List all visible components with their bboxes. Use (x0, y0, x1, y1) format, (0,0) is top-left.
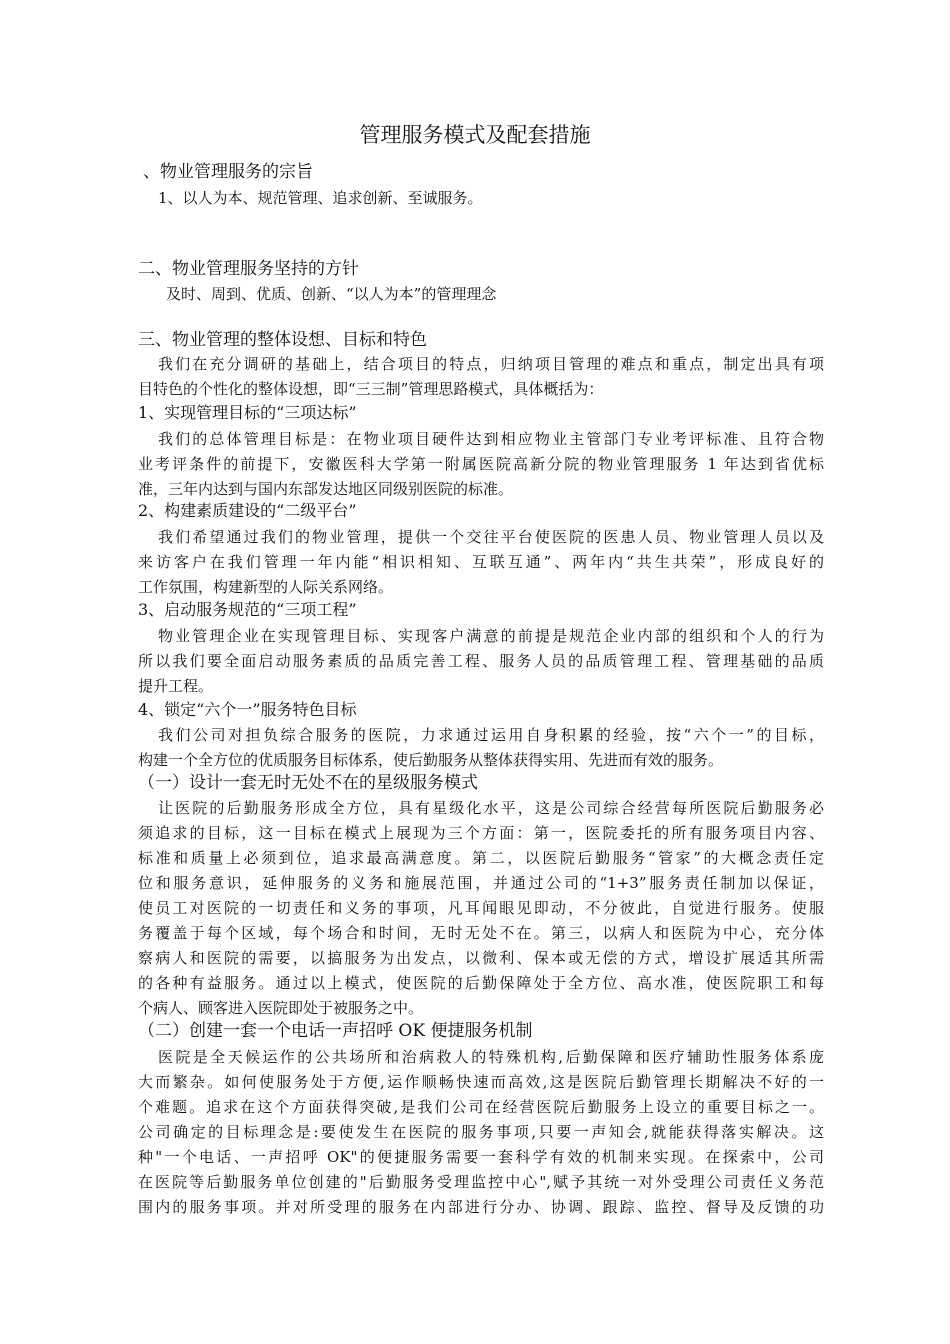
paragraph-line: 物业管理企业在实现管理目标、实现客户满意的前提是规范企业内部的组织和个人的行为 (158, 627, 824, 645)
subsection-1-heading: （一）设计一套无时无处不在的星级服务模式 (138, 773, 478, 793)
section-3-heading: 三、物业管理的整体设想、目标和特色 (138, 330, 427, 350)
paragraph-line: 构建一个全方位的优质服务目标体系，使后勤服务从整体获得实用、先进而有效的服务。 (138, 751, 724, 769)
paragraph-line: 让医院的后勤服务形成全方位，具有星级化水平，这是公司综合经营每所医院后勤服务必 (158, 799, 824, 817)
paragraph-line: 提升工程。 (138, 677, 214, 695)
paragraph-line: 准，三年内达到与国内东部发达地区同级别医院的标准。 (138, 480, 514, 498)
paragraph-line: 使员工对医院的一切责任和义务的事项，凡耳闻眼见即动，不分彼此，自觉进行服务。使服 (138, 899, 824, 917)
section-1-item: 1、以人为本、规范管理、追求创新、至诚服务。 (158, 189, 483, 207)
paragraph-line: 我们的总体管理目标是：在物业项目硬件达到相应物业主管部门专业考评标准、且符合物 (158, 430, 824, 448)
section-2-heading: 二、物业管理服务坚持的方针 (138, 259, 359, 279)
paragraph-line: 我们在充分调研的基础上，结合项目的特点，归纳项目管理的难点和重点，制定出具有项 (158, 355, 824, 373)
subsection-2-heading: （二）创建一套一个电话一声招呼 OK 便捷服务机制 (138, 1021, 533, 1041)
paragraph-line: 我们公司对担负综合服务的医院，力求通过运用自身积累的经验，按“六个一”的目标， (158, 726, 824, 744)
document-title: 管理服务模式及配套措施 (359, 123, 591, 147)
paragraph-line: 标准和质量上必须到位，追求最高满意度。第二，以医院后勤服务“管家”的大概念责任定 (138, 849, 824, 867)
paragraph-line: 个难题。追求在这个方面获得突破,是我们公司在经营医院后勤服务上设立的重要目标之一。 (138, 1098, 824, 1116)
paragraph-line: 公司确定的目标理念是:要使发生在医院的服务事项,只要一声知会,就能获得落实解决。这 (138, 1123, 824, 1141)
paragraph-line: 大而繁杂。如何使服务处于方便,运作顺畅快速而高效,这是医院后勤管理长期解决不好的一 (138, 1073, 824, 1091)
paragraph-line: 我们希望通过我们的物业管理，提供一个交往平台使医院的医患人员、物业管理人员以及 (158, 528, 824, 546)
paragraph-line: 围内的服务事项。并对所受理的服务在内部进行分办、协调、跟踪、监控、督导及反馈的功 (138, 1198, 824, 1216)
item-2-heading: 2、构建素质建设的“二级平台” (138, 501, 357, 520)
paragraph-line: 在医院等后勤服务单位创建的"后勤服务受理监控中心",赋予其统一对外受理公司责任义务范 (138, 1173, 824, 1191)
item-3-heading: 3、启动服务规范的“三项工程” (138, 600, 357, 619)
section-2-text: 及时、周到、优质、创新、“以人为本”的管理理念 (166, 285, 497, 303)
paragraph-line: 所以我们要全面启动服务素质的品质完善工程、服务人员的品质管理工程、管理基础的品质 (138, 652, 824, 670)
paragraph-line: 察病人和医院的需要，以搞服务为出发点，以微利、保本或无偿的方式，增设扩展适其所需 (138, 949, 824, 967)
paragraph-line: 来访客户在我们管理一年内能“相识相知、互联互通”、两年内“共生共荣”，形成良好的 (138, 553, 824, 571)
paragraph-line: 目特色的个性化的整体设想，即“三三制”管理思路模式，具体概括为： (138, 380, 604, 398)
paragraph-line: 须追求的目标，这一目标在模式上展现为三个方面：第一，医院委托的所有服务项目内容、 (138, 824, 824, 842)
paragraph-line: 务覆盖于每个区域，每个场合和时间，无时无处不在。第三，以病人和医院为中心，充分体 (138, 924, 824, 942)
item-1-heading: 1、实现管理目标的“三项达标” (138, 403, 357, 422)
paragraph-line: 的各种有益服务。通过以上模式，使医院的后勤保障处于全方位、高水准，使医院职工和每 (138, 974, 824, 992)
paragraph-line: 种"一个电话、一声招呼 OK"的便捷服务需要一套科学有效的机制来实现。在探索中，公司 (138, 1148, 824, 1166)
paragraph-line: 位和服务意识，延伸服务的义务和施展范围，并通过公司的“1+3”服务责任制加以保证， (138, 874, 824, 892)
paragraph-line: 个病人、顾客进入医院即处于被服务之中。 (138, 999, 424, 1017)
paragraph-line: 业考评条件的前提下，安徽医科大学第一附属医院高新分院的物业管理服务 1 年达到省优标 (138, 455, 824, 473)
paragraph-line: 医院是全天候运作的公共场所和治病救人的特殊机构,后勤保障和医疗辅助性服务体系庞 (158, 1048, 824, 1066)
paragraph-line: 工作氛围，构建新型的人际关系网络。 (138, 578, 394, 596)
item-4-heading: 4、锁定“六个一”服务特色目标 (138, 700, 357, 719)
section-1-heading: 、物业管理服务的宗旨 (143, 162, 313, 182)
